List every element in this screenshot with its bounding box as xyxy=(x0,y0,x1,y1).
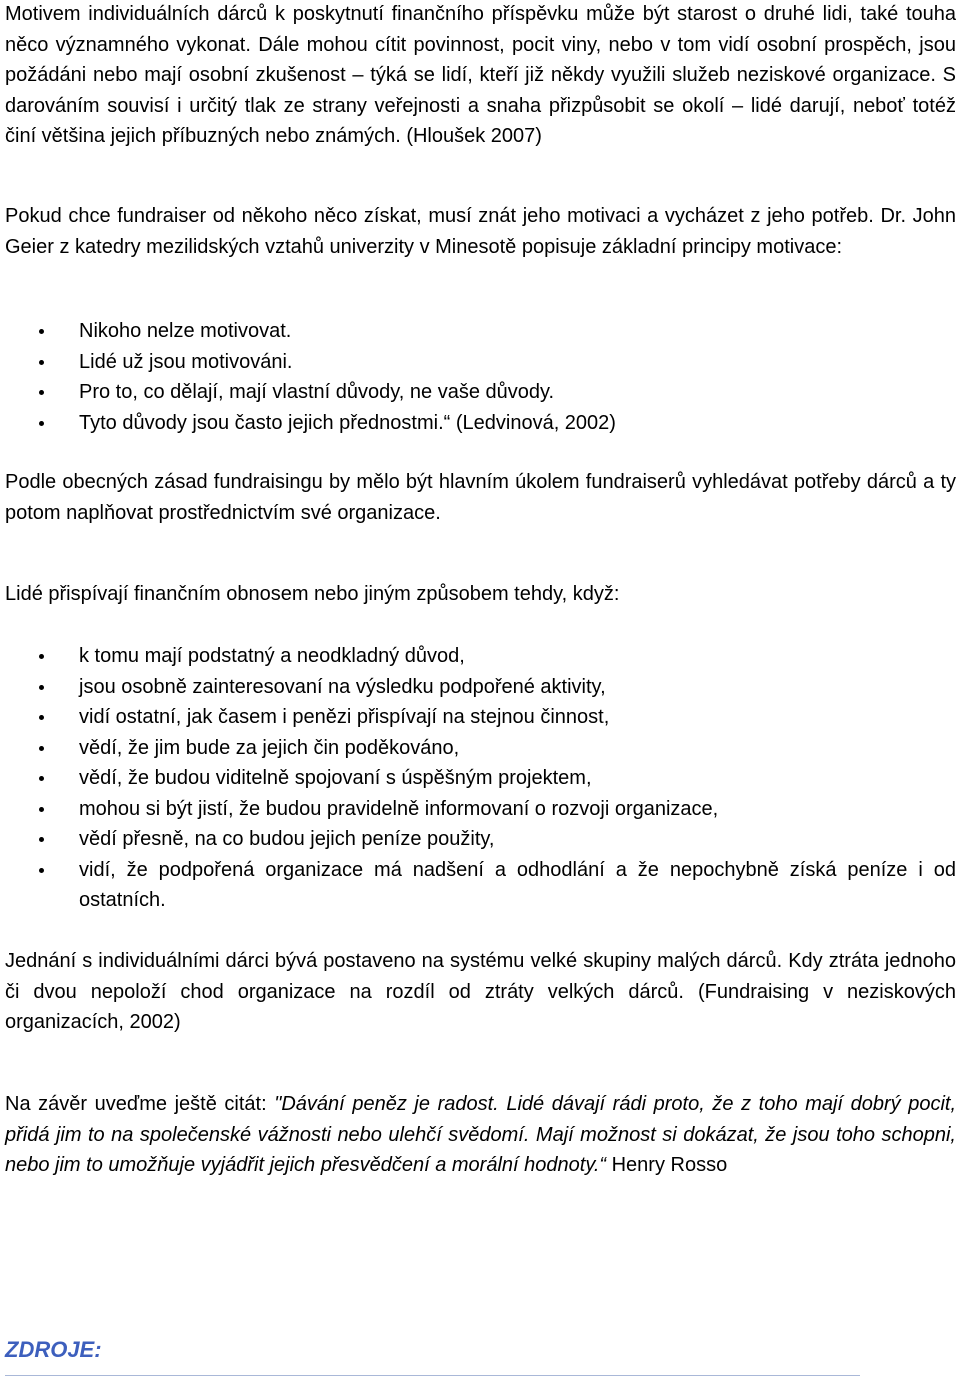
list-item: vědí přesně, na co budou jejich peníze použity, xyxy=(0,824,956,855)
list-item: Pro to, co dělají, mají vlastní důvody, ne vaše důvody. xyxy=(0,377,956,408)
quote-intro: Na závěr uveďme ještě citát: xyxy=(5,1093,275,1115)
bullet-icon xyxy=(39,715,44,720)
quote-text: "Dávání peněz je radost. Lidé dávají rádi proto, že z toho mají dobrý pocit, přidá jim to na společenské vážnosti nebo ulehčí svědomí. Mají možnost si dokázat, že jsou toho schopni, nebo jim to umožňuje vyjádřit jejich přesvědčení a morální hodnoty.“ xyxy=(5,1093,957,1176)
list-item: vidí ostatní, jak časem i penězi přispívají na stejnou činnost, xyxy=(0,702,956,733)
paragraph-fundraiser-motivation: Pokud chce fundraiser od někoho něco získat, musí znát jeho motivaci a vycházet z jeho potřeb. Dr. John Geier z katedry mezilidských vztahů univerzity v Minesotě popisuje základní principy motivace: xyxy=(5,205,956,258)
list-item: vidí, že podpořená organizace má nadšení a odhodlání a že nepochybně získá peníze i od ostatních. xyxy=(0,855,956,916)
list-item: Nikoho nelze motivovat. xyxy=(0,316,956,347)
bullet-icon xyxy=(39,421,44,426)
bullet-icon xyxy=(39,868,44,873)
sources-divider xyxy=(5,1375,860,1376)
bullet-icon xyxy=(39,685,44,690)
donor-conditions-list xyxy=(0,641,956,916)
quote-author: Henry Rosso xyxy=(606,1154,728,1176)
sources-heading: ZDROJE: xyxy=(5,1337,102,1362)
paragraph-text: S darováním souvisí i určitý tlak ze strany veřejnosti a snaha přizpůsobit se okolí – lidé darují, neboť totéž činí většina jejich příbuzných nebo známých. xyxy=(5,64,956,147)
motivation-principles-list xyxy=(0,316,956,438)
bullet-icon xyxy=(39,837,44,842)
list-item: jsou osobně zainteresovaní na výsledku podpořené aktivity, xyxy=(0,672,956,703)
bullet-icon xyxy=(39,776,44,781)
bullet-icon xyxy=(39,807,44,812)
paragraph-text: Motivem individuálních dárců k poskytnutí finančního příspěvku může být starost o druhé lidi, také touha něco významného vykonat. Dále mohou cítit povinnost, pocit viny, nebo v tom vidí osobní prospěch, jsou požádáni nebo mají osobní zkušenost – týká se lidí, kteří již někdy využili služeb neziskové organizace. xyxy=(5,3,956,86)
paragraph-individual-donors: Jednání s individuálními dárci bývá postaveno na systému velké skupiny malých dárců. Kdy ztráta jednoho či dvou nepoloží chod organizace na rozdíl od ztráty velkých dárců. (Fundraising v neziskových organizacích, 2002) xyxy=(5,950,956,1033)
list-item: Tyto důvody jsou často jejich přednostmi.“ (Ledvinová, 2002) xyxy=(0,408,956,439)
bullet-icon xyxy=(39,329,44,334)
bullet-icon xyxy=(39,746,44,751)
bullet-icon xyxy=(39,360,44,365)
paragraph-donor-motives xyxy=(5,0,956,152)
paragraph-fundraising-principles: Podle obecných zásad fundraisingu by mělo být hlavním úkolem fundraiserů vyhledávat potřeby dárců a ty potom naplňovat prostřednictvím své organizace. xyxy=(5,471,956,524)
bullet-icon xyxy=(39,654,44,659)
paragraph-closing-quote xyxy=(5,1089,956,1181)
list-item: mohou si být jistí, že budou pravidelně informovaní o rozvoji organizace, xyxy=(0,794,956,825)
list-item: vědí, že jim bude za jejich čin poděkováno, xyxy=(0,733,956,764)
paragraph-donor-conditions-intro: Lidé přispívají finančním obnosem nebo jiným způsobem tehdy, když: xyxy=(5,583,620,605)
citation: (Hloušek 2007) xyxy=(406,125,542,147)
list-item: vědí, že budou viditelně spojovaní s úspěšným projektem, xyxy=(0,763,956,794)
list-item: Lidé už jsou motivováni. xyxy=(0,347,956,378)
bullet-icon xyxy=(39,390,44,395)
list-item: k tomu mají podstatný a neodkladný důvod, xyxy=(0,641,956,672)
